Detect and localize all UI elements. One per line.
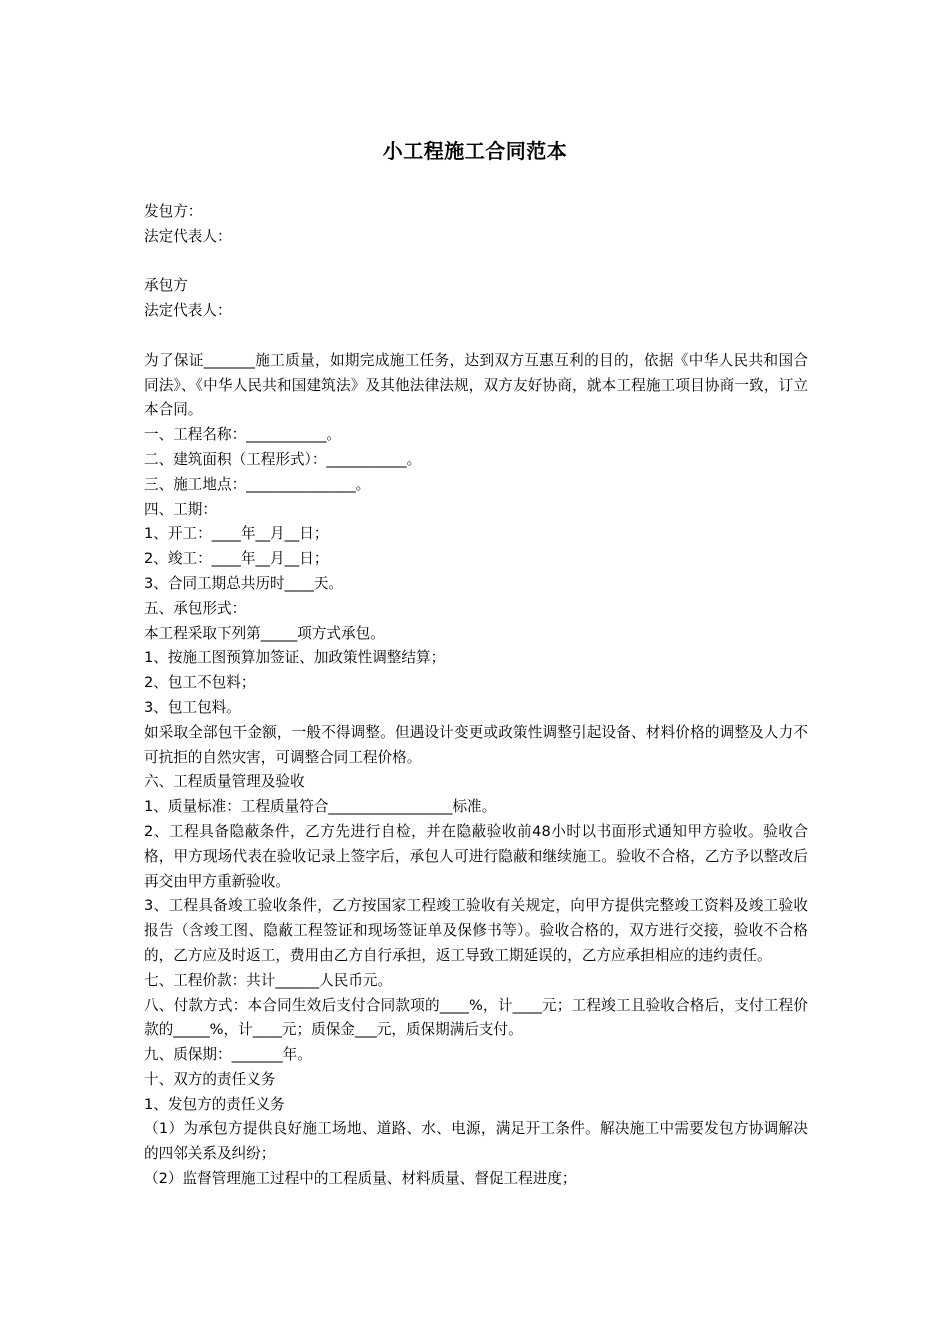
party-a-label: 发包方： — [144, 203, 203, 220]
clause-contract-form: 五、承包形式： — [144, 599, 247, 617]
clause-schedule-start: 1、开工：____年__月__日； — [144, 525, 329, 543]
clause-warranty: 九、质保期：_______年。 — [144, 1046, 312, 1064]
clause-site-location: 三、施工地点：_______________。 — [144, 475, 371, 493]
clause-quality-completion: 3、工程具备竣工验收条件，乙方按国家工程竣工验收有关规定，向甲方提供完整竣工资料及竣工验收报告（含竣工图、隐蔽工程签证和现场签证单及保修书等）。验收合格的，双方进行交接，验收不合格的，乙方应及时返工，费用由乙方自行承担，返工导致工期延误的，乙方应承担相应的违约责任。 — [144, 897, 808, 964]
clause-employer-duty-2: （2）监督管理施工过程中的工程质量、材料质量、督促工程进度； — [144, 1170, 577, 1188]
clause-payment: 八、付款方式：本合同生效后支付合同款项的____%，计____元；工程竣工且验收合格后，支付工程价款的_____%，计____元；质保金___元，质保期满后支付。 — [144, 996, 808, 1039]
clause-contract-form-option-3: 3、包工包料。 — [144, 698, 241, 716]
clause-responsibilities: 十、双方的责任义务 — [144, 1070, 276, 1088]
clause-contract-form-note: 如采取全部包干金额，一般不得调整。但遇设计变更或政策性调整引起设备、材料价格的调整及人力不可抗拒的自然灾害，可调整合同工程价格。 — [144, 723, 808, 766]
clause-building-area: 二、建筑面积（工程形式）：___________。 — [144, 450, 422, 468]
clause-schedule-end: 2、竣工：____年__月__日； — [144, 550, 329, 568]
clause-project-name: 一、工程名称：___________。 — [144, 426, 342, 444]
document-body — [144, 200, 808, 1192]
clause-schedule-duration: 3、合同工期总共历时____天。 — [144, 574, 344, 592]
party-a-representative: 法定代表人： — [144, 227, 232, 245]
clause-schedule: 四、工期： — [144, 500, 217, 518]
clause-quality-standard: 1、质量标准：工程质量符合_________________标准。 — [144, 798, 497, 816]
clause-quality-concealed: 2、工程具备隐蔽条件，乙方先进行自检，并在隐蔽验收前48小时以书面形式通知甲方验收。验收合格，甲方现场代表在验收记录上签字后，承包人可进行隐蔽和继续施工。验收不合格，乙方予以整改后再交由甲方重新验收。 — [144, 822, 808, 890]
clause-contract-form-intro: 本工程采取下列第_____项方式承包。 — [144, 624, 385, 642]
party-b-representative: 法定代表人： — [144, 302, 232, 320]
spacer — [144, 324, 808, 349]
clause-price: 七、工程价款：共计______人民币元。 — [144, 971, 393, 989]
clause-quality: 六、工程质量管理及验收 — [144, 773, 305, 791]
clause-employer-responsibilities: 1、发包方的责任义务 — [144, 1095, 285, 1113]
document-title: 小工程施工合同范本 — [382, 139, 568, 163]
clause-contract-form-option-2: 2、包工不包料； — [144, 674, 256, 692]
spacer — [144, 250, 808, 275]
clause-employer-duty-1: （1）为承包方提供良好施工场地、道路、水、电源，满足开工条件。解决施工中需要发包方协调解决的四邻关系及纠纷； — [144, 1120, 808, 1163]
party-b-label: 承包方 — [144, 277, 188, 295]
clause-contract-form-option-1: 1、按施工图预算加签证、加政策性调整结算； — [144, 649, 446, 667]
intro-paragraph: 为了保证_______施工质量，如期完成施工任务，达到双方互惠互利的目的，依据《中华人民共和国合同法》、《中华人民共和国建筑法》及其他法律法规，双方友好协商，就本工程施工项目协商一致，订立本合同。 — [144, 351, 808, 419]
